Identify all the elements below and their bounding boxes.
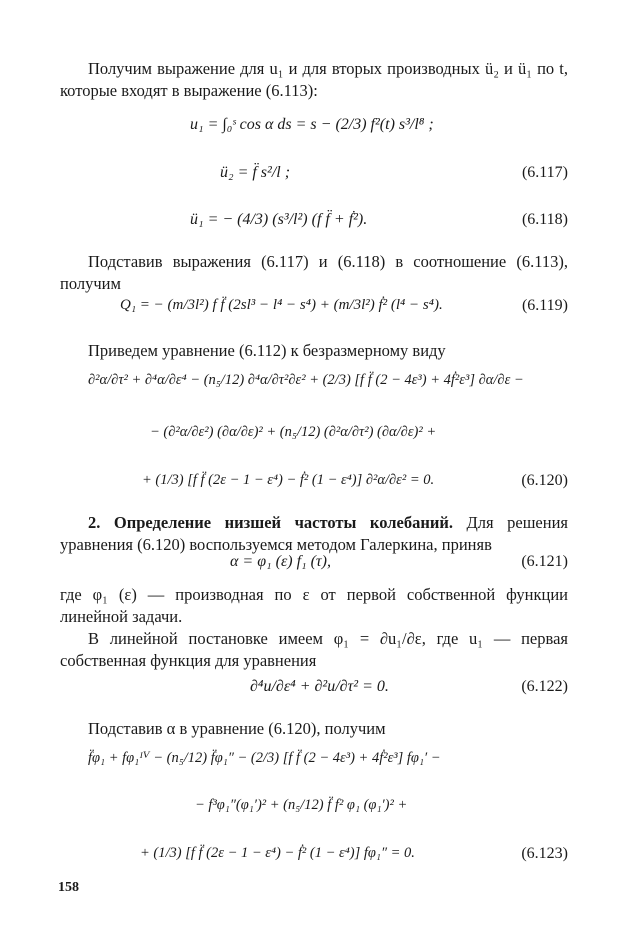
equation-6-123-line3-formula: + (1/3) [f f̈ (2ε − 1 − ε⁴) − ḟ² (1 − ε⁴)] fφ₁″ = 0. <box>140 845 415 861</box>
equation-u1 <box>60 116 568 146</box>
paragraph-galerkin <box>60 512 568 556</box>
equation-6-118 <box>60 211 568 241</box>
section-heading: 2. Определение низшей частоты колебаний. <box>88 513 453 532</box>
equation-6-123-line2 <box>60 797 568 827</box>
equation-6-120-line1 <box>60 372 568 402</box>
equation-6-121-number: (6.121) <box>521 553 568 570</box>
equation-6-120-line3 <box>60 472 568 502</box>
equation-6-119 <box>60 297 568 327</box>
paragraph-linear-statement: В линейной постановке имеем φ₁ = ∂u₁/∂ε, где u₁ — первая собственная функция для уравнения <box>60 629 568 670</box>
equation-6-119-formula: Q₁ = − (m/3l²) f f̈ (2sl³ − l⁴ − s⁴) + (m/3l²) ḟ² (l⁴ − s⁴). <box>120 297 443 313</box>
equation-6-123-number: (6.123) <box>521 845 568 862</box>
equation-6-122-number: (6.122) <box>521 678 568 695</box>
equation-6-121 <box>60 553 568 583</box>
paragraph-substitution: Подставив выражения (6.117) и (6.118) в соотношение (6.113), получим <box>60 252 568 293</box>
equation-6-117 <box>60 164 568 194</box>
equation-6-118-formula: ü₁ = − (4/3) (s³/l²) (f f̈ + ḟ²). <box>190 211 368 228</box>
equation-6-119-number: (6.119) <box>521 297 568 314</box>
equation-6-120-number: (6.120) <box>521 472 568 489</box>
equation-6-122 <box>60 678 568 708</box>
equation-6-121-formula: α = φ₁ (ε) f₁ (τ), <box>230 553 331 570</box>
equation-6-120-line3-formula: + (1/3) [f f̈ (2ε − 1 − ε⁴) − ḟ² (1 − ε⁴)] ∂²α/∂ε² = 0. <box>142 472 435 488</box>
equation-6-123-line2-formula: − f³φ₁″(φ₁′)² + (n₅/12) f̈ f² φ₁ (φ₁′)² + <box>195 797 408 813</box>
equation-6-120-line2 <box>60 424 568 454</box>
paragraph-galerkin-text: Для решения уравнения (6.120) воспользуемся методом Галеркина, приняв <box>60 513 569 554</box>
equation-6-120-line2-formula: − (∂²α/∂ε²) (∂α/∂ε)² + (n₅/12) (∂²α/∂τ²) (∂α/∂ε)² + <box>150 424 437 440</box>
equation-6-117-number: (6.117) <box>521 164 568 181</box>
equation-6-123-line1 <box>60 750 568 780</box>
paragraph-substituting-alpha: Подставив α в уравнение (6.120), получим <box>88 719 386 738</box>
equation-6-122-formula: ∂⁴u/∂ε⁴ + ∂²u/∂τ² = 0. <box>250 678 389 695</box>
equation-6-117-formula: ü₂ = f̈ s²/l ; <box>220 164 291 181</box>
paragraph-phi-definition: где φ₁ (ε) — производная по ε от первой собственной функции линейной задачи. <box>60 585 568 626</box>
paragraph-intro: Получим выражение для u₁ и для вторых производных ü₂ и ü₁ по t, которые входят в выражение (6.113): <box>60 59 568 100</box>
paragraph-dimensionless: Приведем уравнение (6.112) к безразмерному виду <box>88 341 446 360</box>
equation-6-123-line3 <box>60 845 568 875</box>
page-number: 158 <box>58 880 79 895</box>
equation-6-118-number: (6.118) <box>521 211 568 228</box>
equation-6-120-line1-formula: ∂²α/∂τ² + ∂⁴α/∂ε⁴ − (n₅/12) ∂⁴α/∂τ²∂ε² + (2/3) [f f̈ (2 − 4ε³) + 4ḟ²ε³] ∂α/∂ε − <box>88 372 524 388</box>
equation-u1-formula: u₁ = ∫₀ˢ cos α ds = s − (2/3) f²(t) s³/l⁸ ; <box>190 116 434 133</box>
equation-6-123-line1-formula: f̈φ₁ + fφ₁ᴵⱽ − (n₅/12) f̈φ₁″ − (2/3) [f f̈ (2 − 4ε³) + 4ḟ²ε³] fφ₁′ − <box>88 750 441 766</box>
